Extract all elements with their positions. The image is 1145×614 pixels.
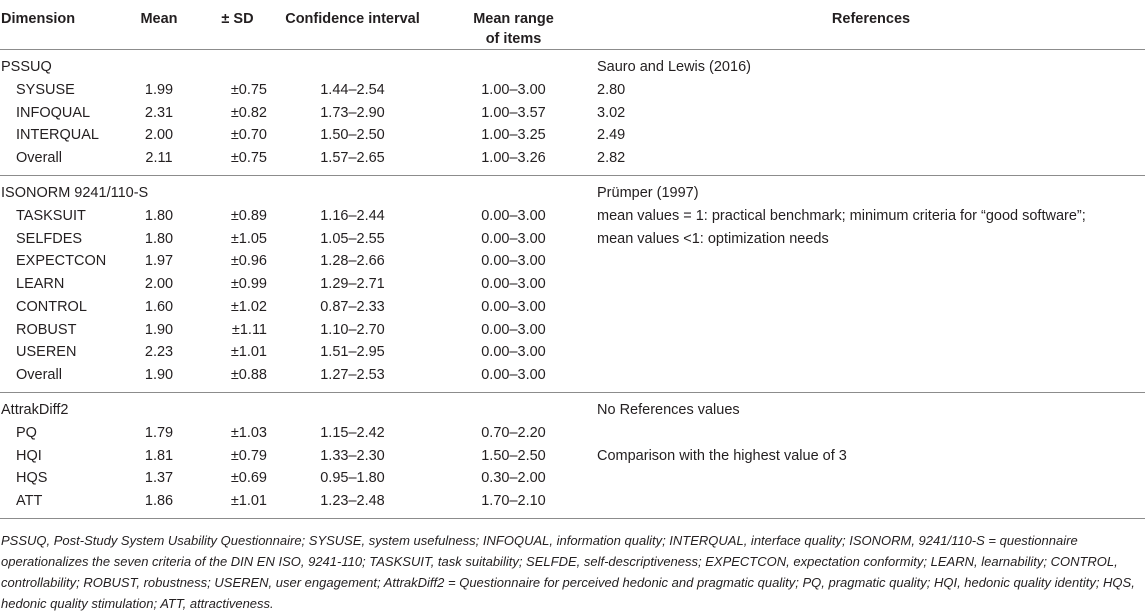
cell-mean-range: 1.00–3.00: [481, 81, 546, 98]
cell-dimension: Overall: [0, 147, 118, 176]
group-reference: Sauro and Lewis (2016): [597, 59, 751, 75]
cell-reference: 2.82: [597, 147, 1145, 176]
cell-reference: [597, 422, 1145, 445]
cell-mean: 1.99: [144, 81, 174, 98]
cell-mean-range: 0.70–2.20: [481, 424, 546, 441]
cell-confidence-interval: 1.73–2.90: [320, 104, 385, 121]
cell-sd: ±1.11: [231, 321, 267, 338]
header-mean-range-line1: Mean range: [473, 11, 554, 27]
cell-confidence-interval: 1.23–2.48: [275, 490, 430, 519]
cell-confidence-interval: 1.05–2.55: [320, 230, 385, 247]
cell-sd: ±1.05: [230, 230, 267, 247]
cell-mean: 2.31: [144, 104, 174, 121]
cell-reference: [597, 364, 1145, 393]
table-row: [0, 147, 1145, 176]
cell-dimension: TASKSUIT: [16, 207, 86, 224]
cell-sd: ±0.70: [230, 127, 267, 144]
cell-reference: [597, 319, 1145, 342]
cell-sd: ±1.03: [230, 424, 267, 441]
table-row: [0, 228, 1145, 251]
cell-dimension: ATT: [0, 490, 118, 519]
cell-mean-range: 1.00–3.26: [430, 147, 597, 176]
cell-sd: ±0.69: [230, 470, 267, 487]
cell-sd: ±0.96: [230, 253, 267, 270]
group-header-row: [0, 176, 1145, 205]
cell-mean-range: 1.00–3.57: [481, 104, 546, 121]
header-dimension: Dimension: [0, 0, 118, 50]
cell-reference: 2.49: [597, 127, 626, 144]
cell-dimension: HQS: [16, 470, 48, 487]
header-mean-range-line2: of items: [485, 31, 542, 47]
cell-reference: mean values <1: optimization needs: [597, 230, 829, 247]
header-row: [0, 0, 1145, 50]
cell-mean: 1.60: [144, 298, 174, 315]
table-footnote: PSSUQ, Post-Study System Usability Questionnaire; SYSUSE, system usefulness; INFOQUAL, information quality; INTERQUAL, interface quality; ISONORM, 9241/110-S = questionnaire operationalizes the seven criteria of the DIN EN ISO, 9241-110; TASKSUIT, task suitability; SELFDE, self-descriptiveness; EXPECTCON, expectation conformity; LEARN, learnability; CONTROL, controllability; ROBUST, robustness; USEREN, user engagement; AttrakDiff2 = Questionnaire for perceived hedonic and pragmatic quality; PQ, pragmatic quality; HQI, hedonic quality identity; HQS, hedonic quality stimulation; ATT, attractiveness.: [1, 533, 1135, 611]
cell-sd: ±1.01: [230, 344, 267, 361]
cell-mean-range: 0.00–3.00: [481, 344, 546, 361]
table-row: [0, 79, 1145, 102]
cell-confidence-interval: 1.33–2.30: [320, 447, 385, 464]
cell-reference: [597, 341, 1145, 364]
cell-mean-range: 0.00–3.00: [481, 230, 546, 247]
cell-dimension: LEARN: [16, 276, 65, 292]
cell-dimension: PQ: [16, 424, 37, 441]
cell-dimension: Overall: [0, 364, 118, 393]
cell-reference: [597, 467, 1145, 490]
cell-mean-range: 0.00–3.00: [481, 207, 546, 224]
cell-sd: ±0.79: [230, 447, 267, 464]
cell-dimension: HQI: [16, 447, 42, 464]
cell-sd: ±0.75: [200, 147, 275, 176]
cell-mean-range: 0.00–3.00: [481, 298, 546, 315]
cell-reference: [597, 273, 1145, 296]
cell-confidence-interval: 1.51–2.95: [320, 344, 385, 361]
group-name: AttrakDiff2: [1, 402, 69, 418]
cell-confidence-interval: 1.27–2.53: [275, 364, 430, 393]
cell-mean: 2.11: [118, 147, 200, 176]
cell-dimension: INFOQUAL: [16, 104, 91, 121]
cell-reference: Comparison with the highest value of 3: [597, 447, 847, 464]
cell-mean-range: 1.70–2.10: [430, 490, 597, 519]
cell-confidence-interval: 1.16–2.44: [320, 207, 385, 224]
table-row: [0, 205, 1145, 228]
cell-mean: 2.23: [144, 344, 174, 361]
cell-mean: 1.80: [144, 207, 174, 224]
cell-mean-range: 0.00–3.00: [481, 276, 546, 292]
cell-mean: 1.80: [144, 230, 174, 247]
table-row: [0, 102, 1145, 125]
table-row: [0, 124, 1145, 147]
table-row: [0, 422, 1145, 445]
cell-mean-range: 0.00–3.00: [481, 321, 546, 338]
table-row: [0, 250, 1145, 273]
cell-reference: [597, 250, 1145, 273]
cell-confidence-interval: 1.57–2.65: [275, 147, 430, 176]
cell-confidence-interval: 0.95–1.80: [320, 470, 385, 487]
cell-confidence-interval: 1.29–2.71: [320, 276, 385, 292]
cell-mean-range: 0.30–2.00: [481, 470, 546, 487]
cell-mean: 1.37: [144, 470, 174, 487]
cell-dimension: SELFDES: [16, 230, 83, 247]
cell-reference: [597, 296, 1145, 319]
cell-confidence-interval: 1.10–2.70: [320, 321, 385, 338]
cell-mean: 1.79: [144, 424, 174, 441]
cell-sd: ±0.75: [230, 81, 267, 98]
cell-dimension: USEREN: [16, 344, 77, 361]
cell-sd: ±0.99: [230, 276, 267, 292]
cell-mean-range: 0.00–3.00: [481, 253, 546, 270]
cell-mean: 2.00: [144, 276, 174, 292]
cell-confidence-interval: 1.28–2.66: [320, 253, 385, 270]
group-name: ISONORM 9241/110-S: [1, 185, 149, 201]
table-body: [0, 50, 1145, 519]
cell-dimension: INTERQUAL: [16, 127, 99, 144]
table-row: [0, 490, 1145, 519]
table-row: [0, 445, 1145, 468]
cell-sd: ±1.01: [200, 490, 275, 519]
cell-dimension: CONTROL: [16, 298, 87, 315]
header-confidence-interval: Confidence interval: [275, 0, 430, 50]
cell-mean: 1.97: [144, 253, 174, 270]
header-mean: Mean: [118, 0, 200, 50]
cell-mean-range: 0.00–3.00: [430, 364, 597, 393]
cell-confidence-interval: 1.44–2.54: [320, 81, 385, 98]
cell-confidence-interval: 1.50–2.50: [320, 127, 385, 144]
table-row: [0, 319, 1145, 342]
cell-sd: ±0.89: [230, 207, 267, 224]
cell-dimension: SYSUSE: [16, 81, 75, 98]
cell-sd: ±0.82: [230, 104, 267, 121]
group-header-row: [0, 50, 1145, 79]
group-name: PSSUQ: [1, 59, 52, 75]
cell-mean: 1.81: [144, 447, 174, 464]
cell-mean: 1.90: [118, 364, 200, 393]
group-reference: No References values: [597, 402, 740, 418]
cell-confidence-interval: 0.87–2.33: [320, 298, 385, 315]
cell-mean: 1.86: [118, 490, 200, 519]
cell-confidence-interval: 1.15–2.42: [320, 424, 385, 441]
group-header-row: [0, 393, 1145, 422]
header-sd: ± SD: [200, 0, 275, 50]
table-row: [0, 467, 1145, 490]
table-row: [0, 296, 1145, 319]
cell-sd: ±0.88: [200, 364, 275, 393]
cell-sd: ±1.02: [230, 298, 267, 315]
table-row: [0, 341, 1145, 364]
cell-mean-range: 1.50–2.50: [481, 447, 546, 464]
cell-reference: mean values = 1: practical benchmark; minimum criteria for “good software”;: [597, 207, 1086, 224]
header-mean-range: [430, 0, 597, 50]
cell-dimension: EXPECTCON: [16, 253, 107, 270]
cell-dimension: ROBUST: [16, 321, 77, 338]
cell-mean: 2.00: [144, 127, 174, 144]
cell-mean-range: 1.00–3.25: [481, 127, 546, 144]
cell-mean: 1.90: [144, 321, 174, 338]
cell-reference: [597, 490, 1145, 519]
cell-reference: 2.80: [597, 81, 626, 98]
cell-reference: 3.02: [597, 104, 626, 121]
table-row: [0, 273, 1145, 296]
group-reference: Prümper (1997): [597, 185, 699, 201]
table-header: [0, 0, 1145, 50]
header-references: References: [597, 0, 1145, 50]
table-row: [0, 364, 1145, 393]
